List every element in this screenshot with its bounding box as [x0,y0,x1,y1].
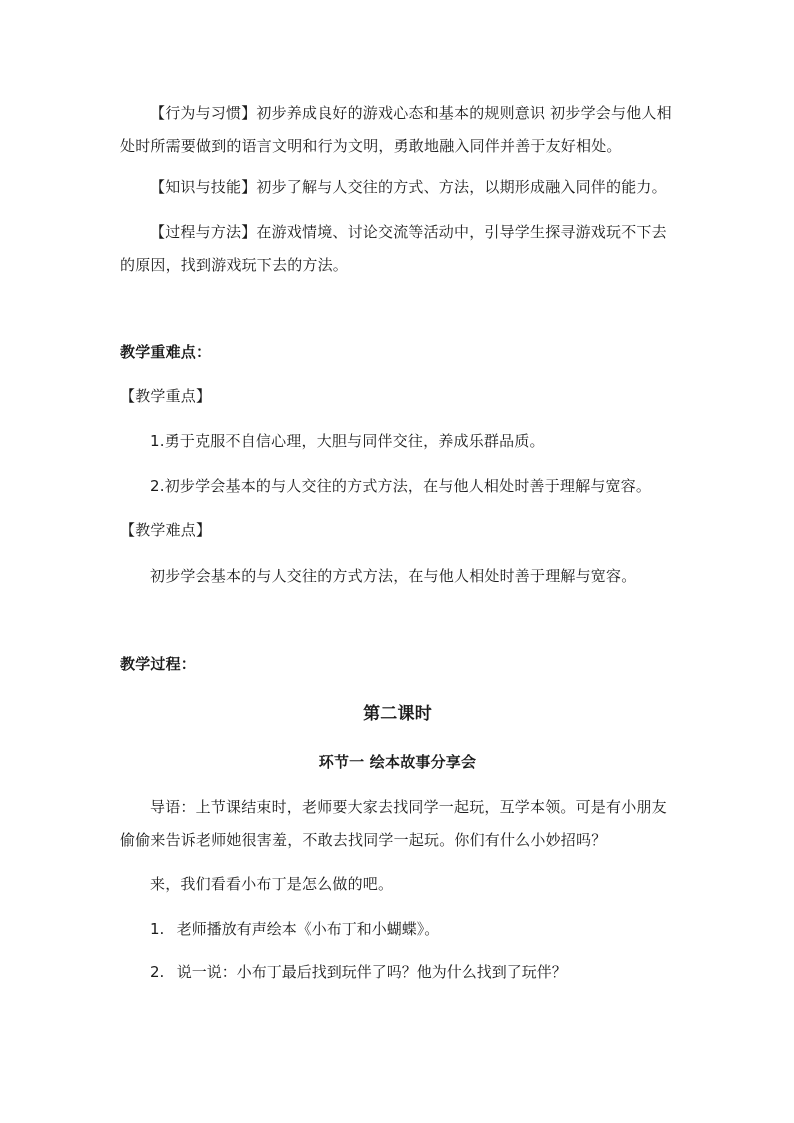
section-title: 环节一 绘本故事分享会 [318,753,477,771]
lead-sentence: 来，我们看看小布丁是怎么做的吧。 [150,875,394,893]
key-points-heading: 教学重难点： [120,343,212,361]
focus-label: 【教学重点】 [120,387,212,405]
list-number: 2. [150,963,165,981]
list-item [150,957,567,987]
goal-knowledge: 【知识与技能】初步了解与人交往的方式、方法，以期形成融入同伴的能力。 [150,178,667,196]
list-text: 说一说：小布丁最后找到玩伴了吗？他为什么找到了玩伴？ [176,963,567,981]
list-item [150,914,439,944]
focus-item-2: 2.初步学会基本的与人交往的方式方法，在与他人相处时善于理解与宽容。 [150,477,652,495]
difficulty-label: 【教学难点】 [120,521,212,539]
list-text: 老师播放有声绘本《小布丁和小蝴蝶》。 [176,920,440,938]
goal-behavior: 【行为与习惯】初步养成良好的游戏心态和基本的规则意识 初步学会与他人相处时所需要做到的语言文明和行为文明，勇敢地融入同伴并善于友好相处。 [120,104,672,155]
difficulty-text: 初步学会基本的与人交往的方式方法，在与他人相处时善于理解与宽容。 [150,567,637,585]
focus-item-1: 1.勇于克服不自信心理，大胆与同伴交往，养成乐群品质。 [150,432,545,450]
list-number: 1. [150,920,165,938]
lesson-title: 第二课时 [363,704,432,724]
intro-paragraph: 导语：上节课结束时，老师要大家去找同学一起玩，互学本领。可是有小朋友偷偷来告诉老师她很害羞，不敢去找同学一起玩。你们有什么小妙招吗？ [120,798,667,849]
process-heading: 教学过程： [120,655,197,673]
goal-process: 【过程与方法】在游戏情境、讨论交流等活动中，引导学生探寻游戏玩不下去的原因，找到游戏玩下去的方法。 [120,223,667,274]
